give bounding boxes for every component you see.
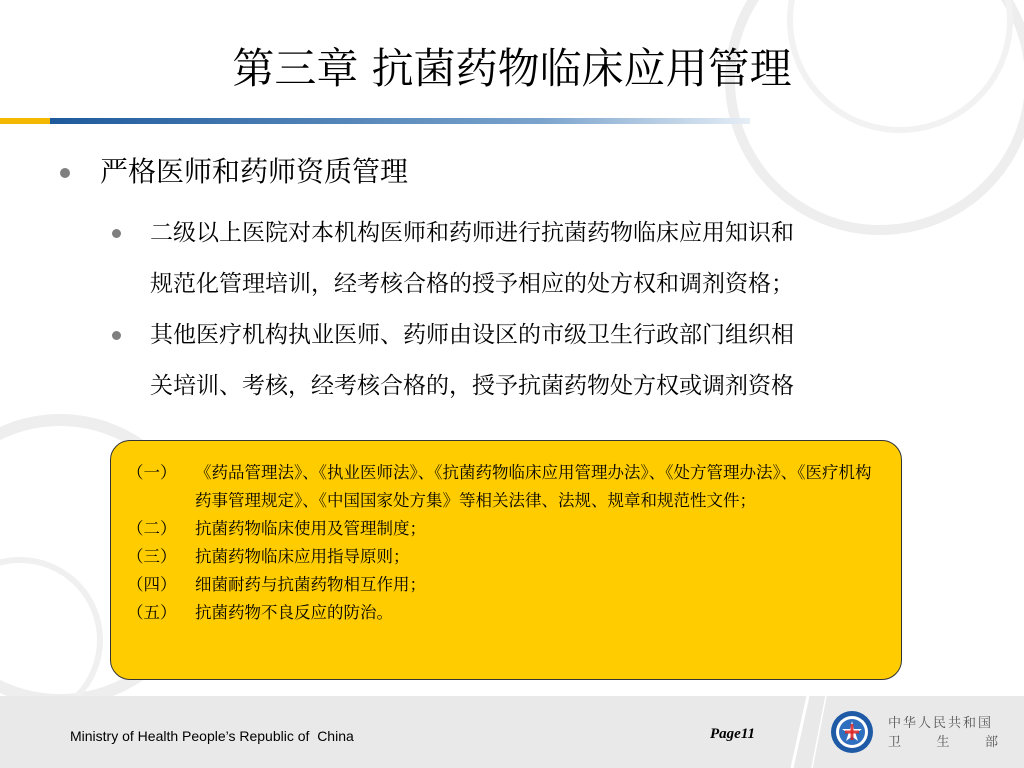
box-list-item — [127, 459, 885, 515]
ministry-emblem-icon — [830, 710, 874, 754]
sub-bullet-line: 规范化管理培训，经考核合格的授予相应的处方权和调剂资格； — [150, 271, 794, 297]
box-item-number: （二） — [127, 519, 177, 538]
ministry-name — [888, 714, 1000, 752]
bullet-dot-icon — [60, 168, 70, 178]
sub-bullet-line: 二级以上医院对本机构医师和药师进行抗菌药物临床应用知识和 — [150, 220, 794, 246]
footer-ministry-text: Ministry of Health People’s Republic of China — [70, 728, 354, 744]
sub-bullet-list — [108, 208, 968, 412]
box-list-item — [127, 599, 885, 627]
box-item-text: 抗菌药物不良反应的防治。 — [195, 603, 393, 622]
bullet-dot-icon — [112, 229, 121, 238]
title-divider — [0, 118, 1024, 124]
box-item-text: 《药品管理法》、《执业医师法》、《抗菌药物临床应用管理办法》、《处方管理办法》、《医疗机构药事管理规定》、《中国国家处方集》等相关法律、法规、规章和规范性文件； — [195, 463, 872, 510]
title-divider-blue — [50, 118, 750, 124]
box-item-number: （四） — [127, 575, 177, 594]
box-item-text: 细菌耐药与抗菌药物相互作用； — [195, 575, 426, 594]
title-divider-gold — [0, 118, 50, 124]
ministry-name-line2 — [888, 733, 998, 752]
box-list-item — [127, 571, 885, 599]
ministry-name-char: 部 — [984, 735, 998, 750]
ministry-name-char: 卫 — [888, 735, 902, 750]
sub-bullet-item — [108, 208, 968, 310]
box-list-item — [127, 515, 885, 543]
main-bullet-text: 严格医师和药师资质管理 — [100, 155, 409, 188]
slide-title: 第三章 抗菌药物临床应用管理 — [232, 44, 792, 93]
sub-bullet-line: 其他医疗机构执业医师、药师由设区的市级卫生行政部门组织相 — [150, 322, 794, 348]
ministry-name-char: 生 — [936, 735, 950, 750]
box-list-item — [127, 543, 885, 571]
box-item-number: （五） — [127, 603, 177, 622]
bullet-dot-icon — [112, 331, 121, 340]
box-item-text: 抗菌药物临床使用及管理制度； — [195, 519, 426, 538]
page-number: Page11 — [710, 726, 755, 742]
sub-bullet-line: 关培训、考核，经考核合格的，授予抗菌药物处方权或调剂资格 — [150, 373, 794, 399]
ministry-name-line1: 中华人民共和国 — [888, 716, 994, 731]
box-item-number: （一） — [127, 463, 177, 482]
box-item-number: （三） — [127, 547, 177, 566]
training-content-box — [110, 440, 902, 680]
sub-bullet-item — [108, 310, 968, 412]
slide-footer — [0, 696, 1024, 768]
box-item-text: 抗菌药物临床应用指导原则； — [195, 547, 410, 566]
